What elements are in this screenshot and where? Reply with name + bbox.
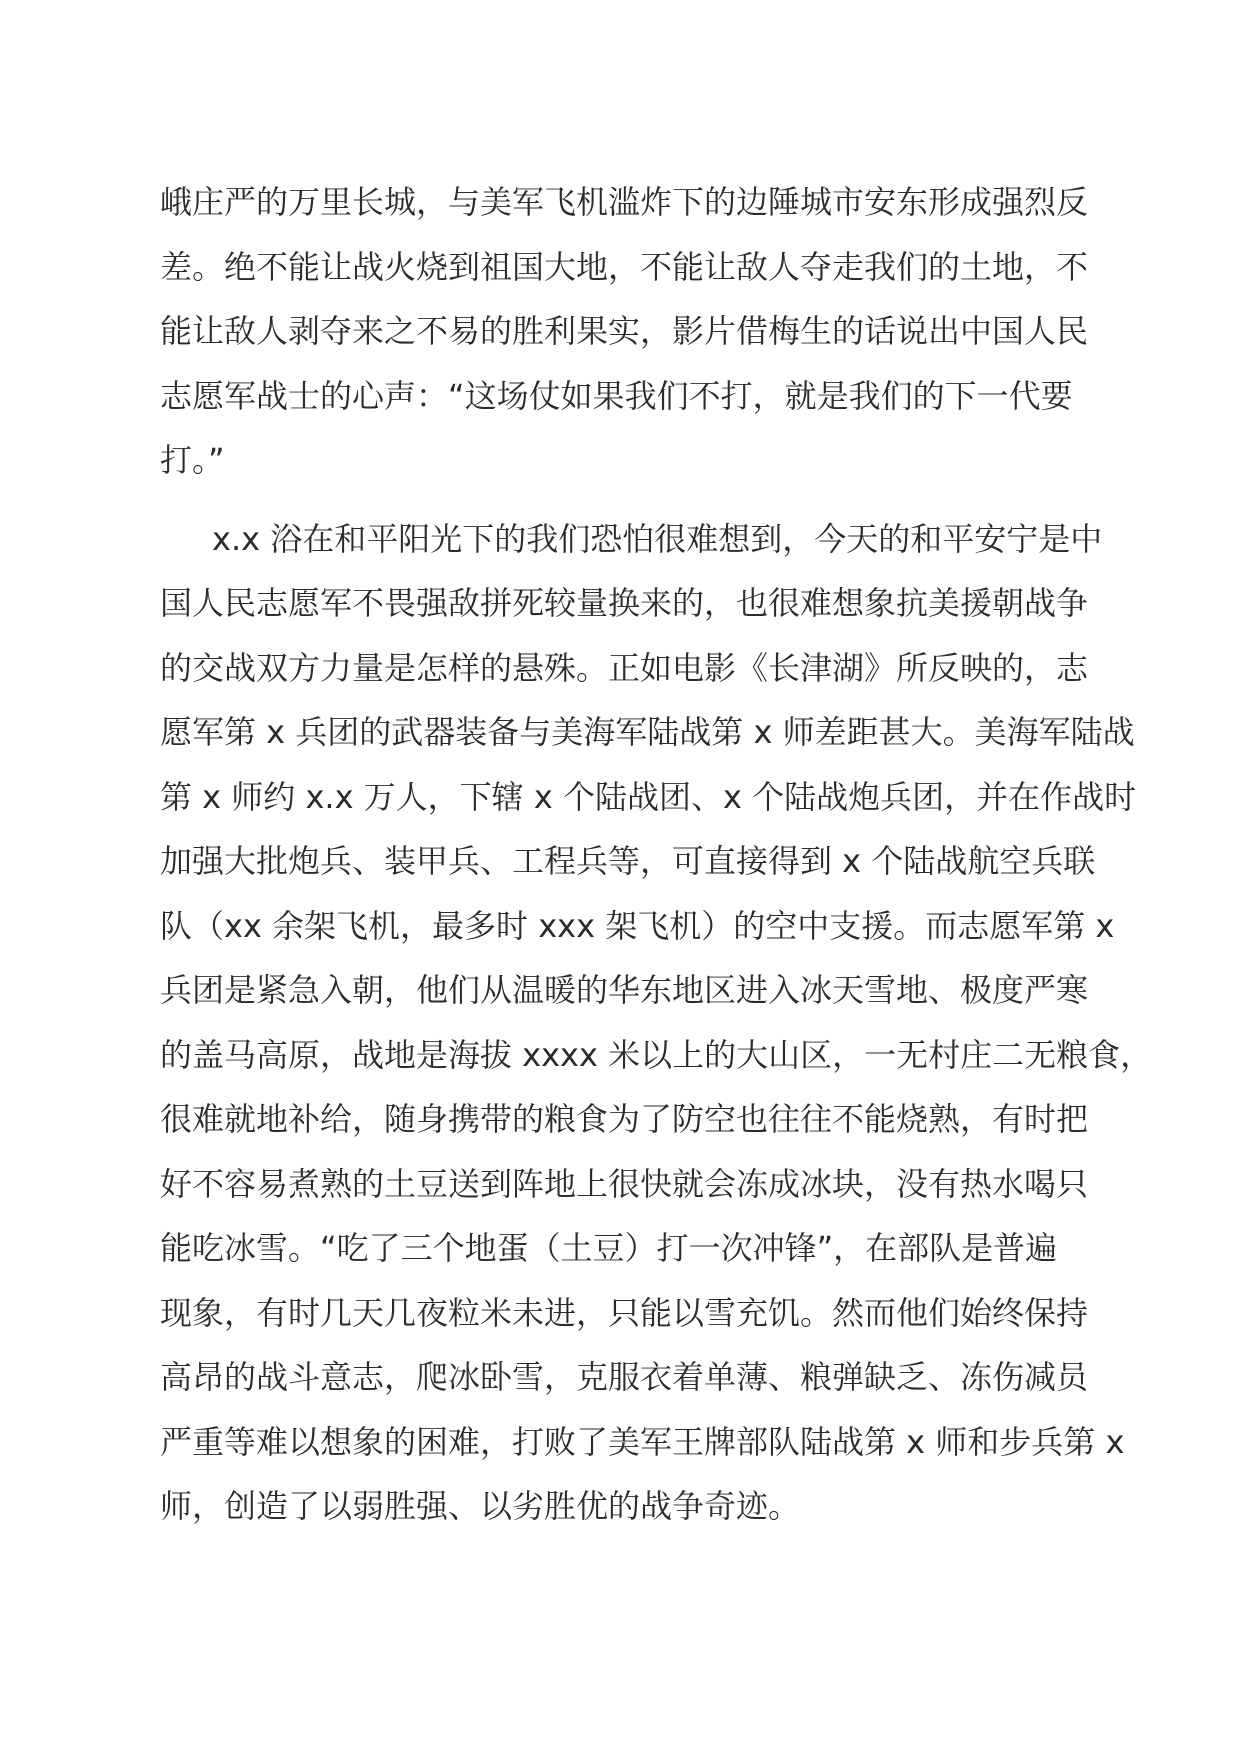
text-line: 志愿军战士的心声：“这场仗如果我们不打，就是我们的下一代要	[160, 376, 1073, 415]
text-line: 能吃冰雪。“吃了三个地蛋（土豆）打一次冲锋”，在部队是普遍	[160, 1229, 1058, 1267]
text-line: 国人民志愿军不畏强敌拼死较量换来的，也很难想象抗美援朝战争	[160, 584, 1089, 622]
text-line: 的交战双方力量是怎样的悬殊。正如电影《长津湖》所反映的，志	[160, 648, 1089, 687]
text-line: 加强大批炮兵、装甲兵、工程兵等，可直接得到 x 个陆战航空兵联	[160, 842, 1096, 880]
paragraph-2	[160, 507, 1153, 1539]
text-line-first: x.x 浴在和平阳光下的我们恐怕很难想到，今天的和平安宁是中	[212, 519, 1103, 558]
text-line: 打。”	[160, 441, 225, 479]
text-line: 兵团是紧急入朝，他们从温暖的华东地区进入冰天雪地、极度严寒	[160, 971, 1089, 1009]
text-line: 愿军第 x 兵团的武器装备与美海军陆战第 x 师差距甚大。美海军陆战	[160, 713, 1135, 751]
text-line: 现象，有时几天几夜粒米未进，只能以雪充饥。然而他们始终保持	[160, 1293, 1089, 1332]
text-line: 高昂的战斗意志，爬冰卧雪，克服衣着单薄、粮弹缺乏、冻伤减员	[160, 1358, 1089, 1396]
paragraph-1	[160, 170, 1090, 493]
text-line: 很难就地补给，随身携带的粮食为了防空也往往不能烧熟，有时把	[160, 1100, 1089, 1138]
text-line: 峨庄严的万里长城，与美军飞机滥炸下的边陲城市安东形成强烈反	[160, 183, 1089, 221]
document-body	[160, 170, 1153, 1539]
text-line: 好不容易煮熟的土豆送到阵地上很快就会冻成冰块，没有热水喝只	[160, 1164, 1089, 1203]
text-line: 严重等难以想象的困难，打败了美军王牌部队陆战第 x 师和步兵第 x	[160, 1422, 1125, 1461]
text-line: 的盖马高原，战地是海拔 xxxx 米以上的大山区，一无村庄二无粮食，	[160, 1035, 1153, 1074]
text-line: 师，创造了以弱胜强、以劣胜优的战争奇迹。	[160, 1487, 801, 1525]
text-line: 能让敌人剥夺来之不易的胜利果实，影片借梅生的话说出中国人民	[160, 312, 1089, 350]
text-line: 差。绝不能让战火烧到祖国大地，不能让敌人夺走我们的土地，不	[160, 247, 1089, 286]
text-line: 第 x 师约 x.x 万人，下辖 x 个陆战团、x 个陆战炮兵团，并在作战时	[160, 777, 1137, 816]
paragraph-spacing	[160, 493, 1090, 507]
text-line: 队（xx 余架飞机，最多时 xxx 架飞机）的空中支援。而志愿军第 x	[160, 906, 1115, 945]
